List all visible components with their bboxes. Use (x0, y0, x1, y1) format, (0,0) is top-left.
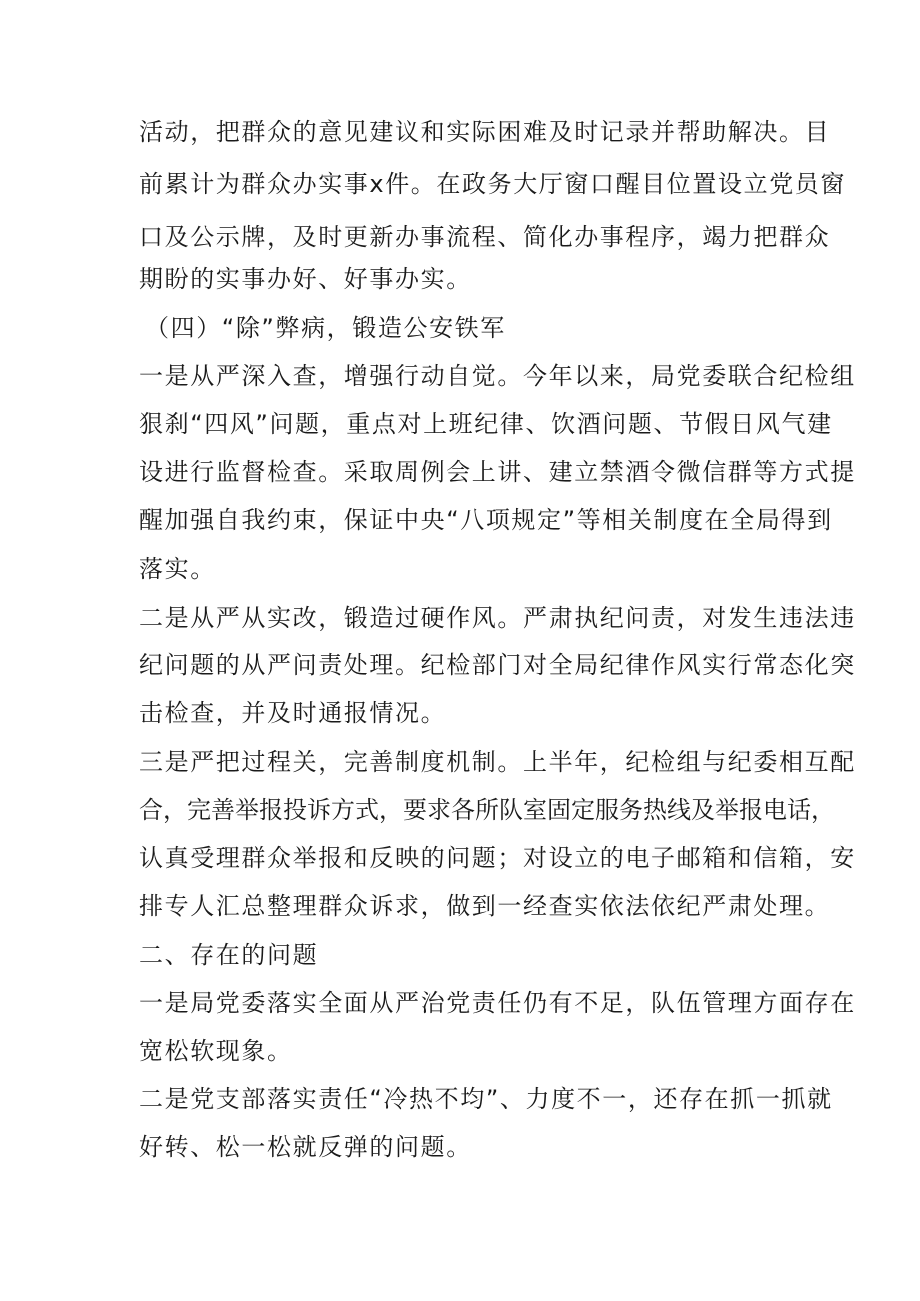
paragraph-line: 击检查，并及时通报情况。 (139, 699, 447, 727)
paragraph-line: 二是党支部落实责任“冷热不均”、力度不一，还存在抓一抓就 (139, 1085, 833, 1113)
paragraph-line: 醒加强自我约束，保证中央“八项规定”等相关制度在全局得到 (139, 506, 833, 534)
paragraph-line: 前累计为群众办实事x件。在政务大厅窗口醒目位置设立党员窗 (139, 170, 847, 198)
paragraph-line: 宽松软现象。 (139, 1037, 293, 1065)
paragraph-line: 一是局党委落实全面从严治党责任仍有不足，队伍管理方面存在 (139, 989, 856, 1017)
paragraph-line: 落实。 (139, 555, 216, 583)
paragraph-line: 口及公示牌，及时更新办事流程、简化办事程序，竭力把群众 (139, 223, 831, 251)
paragraph-line: 活动，把群众的意见建议和实际困难及时记录并帮助解决。目 (139, 118, 831, 146)
paragraph-line: 设进行监督检查。采取周例会上讲、建立禁酒令微信群等方式提 (139, 458, 856, 486)
paragraph-line: 排专人汇总整理群众诉求，做到一经查实依法依纪严肃处理。 (139, 892, 831, 920)
paragraph-line: 一是从严深入查，增强行动自觉。今年以来，局党委联合纪检组 (139, 362, 856, 390)
paragraph-line: 三是严把过程关，完善制度机制。上半年，纪检组与纪委相互配 (139, 748, 856, 776)
paragraph-line: 合，完善举报投诉方式，要求各所队室固定服务热线及举报电话， (139, 796, 835, 824)
paragraph-line: 狠刹“四风”问题，重点对上班纪律、饮酒问题、节假日风气建 (139, 410, 833, 438)
paragraph-line: 期盼的实事办好、好事办实。 (139, 265, 472, 293)
section-heading: （四）“除”弊病，锻造公安铁军 (145, 314, 506, 342)
paragraph-line: 二是从严从实改，锻造过硬作风。严肃执纪问责，对发生违法违 (139, 604, 856, 632)
paragraph-line: 纪问题的从严问责处理。纪检部门对全局纪律作风实行常态化突 (139, 651, 856, 679)
paragraph-line: 认真受理群众举报和反映的问题；对设立的电子邮箱和信箱，安 (139, 844, 856, 872)
paragraph-line: 好转、松一松就反弹的问题。 (139, 1133, 472, 1161)
section-heading: 二、存在的问题 (139, 941, 319, 969)
